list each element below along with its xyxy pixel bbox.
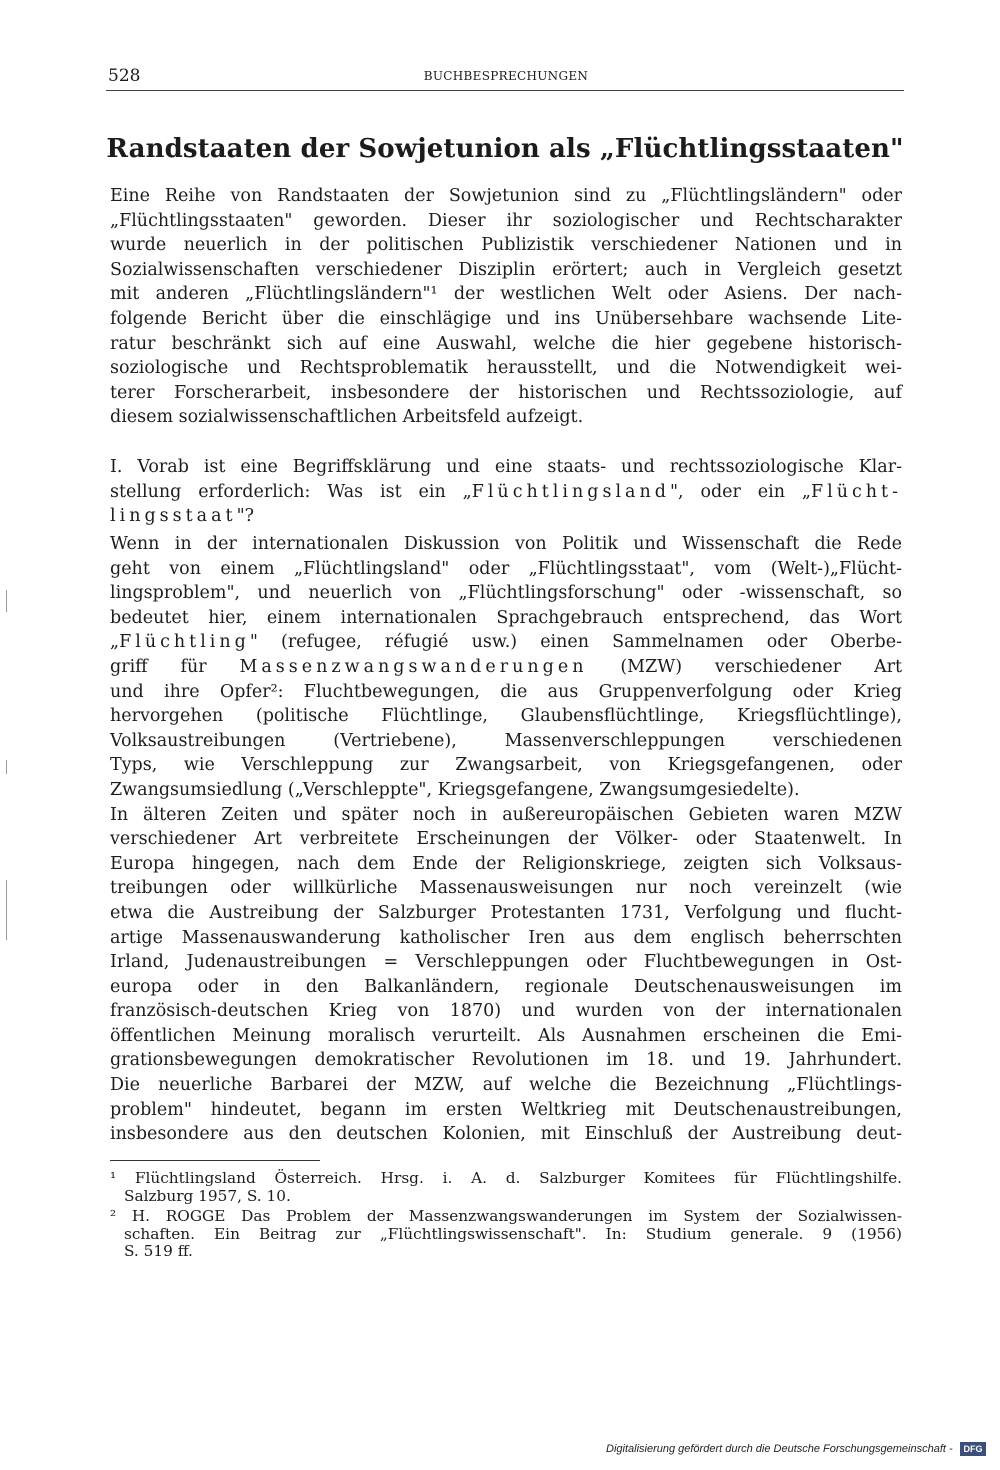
text-line: Typs, wie Verschleppung zur Zwangsarbeit, von Kriegsgefangenen, oder [110, 755, 902, 776]
text-line: artige Massenauswanderung katholischer Iren aus dem englisch beherrschten [110, 927, 902, 948]
intro-paragraph [110, 184, 902, 430]
text-line: Wenn in der internationalen Diskussion von Politik und Wissenschaft die Rede [110, 534, 902, 554]
text-fragment: ", oder ein „ [669, 481, 811, 502]
digitization-credit: Digitalisierung gefördert durch die Deutsche Forschungsgemeinschaft - [606, 1443, 953, 1455]
text-line: problem" hindeutet, begann im ersten Weltkrieg mit Deutschenaustreibungen, [110, 1099, 902, 1120]
text-line: und ihre Opfer²: Fluchtbewegungen, die aus Gruppenverfolgung oder Krieg [110, 681, 902, 702]
text-fragment: (MZW) verschiedener Art [587, 656, 902, 677]
text-line: lingsproblem", und neuerlich von „Flüchtlingsforschung" oder -wissenschaft, so [110, 583, 902, 604]
footnote-line: S. 519 ff. [124, 1242, 193, 1260]
text-line [110, 480, 902, 505]
text-fragment: " (refugee, réfugié usw.) einen Sammelnamen oder Oberbe- [249, 632, 902, 653]
text-line: In älteren Zeiten und später noch in außereuropäischen Gebieten waren MZW [110, 804, 902, 825]
text-line: wurde neuerlich in der politischen Publizistik verschiedener Nationen und in [110, 235, 902, 256]
text-line: treibungen oder willkürliche Massenausweisungen nur noch vereinzelt (wie [110, 878, 902, 899]
footnote-line: ² H. ROGGE Das Problem der Massenzwangswanderungen im System der Sozialwissen- [110, 1207, 902, 1225]
text-line: insbesondere aus den deutschen Kolonien, mit Einschluß der Austreibung deut- [110, 1124, 902, 1145]
text-line: Eine Reihe von Randstaaten der Sowjetunion sind zu „Flüchtlingsländern" oder [110, 186, 902, 206]
scan-margin-mark [6, 760, 7, 774]
text-line: I. Vorab ist eine Begriffsklärung und eine staats- und rechtssoziologische Klar- [110, 457, 902, 477]
text-line: bedeutet hier, einem internationalen Sprachgebrauch entsprechend, das Wort [110, 607, 902, 628]
text-line: mit anderen „Flüchtlingsländern"¹ der westlichen Welt oder Asiens. Der nach- [110, 284, 902, 305]
spaced-term: lingsstaat [110, 506, 237, 527]
question-paragraph [110, 455, 902, 529]
text-line: Europa hingegen, nach dem Ende der Religionskriege, zeigten sich Volksaus- [110, 853, 902, 874]
text-line: „Flüchtlingsstaaten" geworden. Dieser ihr soziologischer und Rechtscharakter [110, 210, 902, 231]
text-line: verschiedener Art verbreitete Erscheinungen der Völker- oder Staatenwelt. In [110, 829, 902, 850]
section-label: BUCHBESPRECHUNGEN [423, 69, 589, 83]
page-number: 528 [108, 66, 141, 86]
article-title: Randstaaten der Sowjetunion als „Flüchtlingsstaaten" [106, 134, 904, 164]
text-line: grationsbewegungen demokratischer Revolutionen im 18. und 19. Jahrhundert. [110, 1050, 902, 1071]
text-line: ratur beschränkt sich auf eine Auswahl, welche die hier gegebene historisch- [110, 333, 902, 354]
text-line: geht von einem „Flüchtlingsland" oder „Flüchtlingsstaat", vom (Welt-)„Flücht- [110, 558, 902, 579]
scan-margin-mark [6, 880, 7, 940]
running-head [108, 66, 904, 88]
spaced-term: Flüchtling [119, 632, 250, 653]
footnote-line: ¹ Flüchtlingsland Österreich. Hrsg. i. A. d. Salzburger Komitees für Flüchtlingshilfe. [110, 1169, 902, 1187]
text-line: soziologische und Rechtsproblematik herausstellt, und die Notwendigkeit wei- [110, 358, 902, 379]
text-line: europa oder in den Balkanländern, regionale Deutschenausweisungen im [110, 976, 902, 997]
text-fragment: stellung erforderlich: Was ist ein „ [110, 481, 472, 502]
footnote-line: Salzburg 1957, S. 10. [124, 1186, 291, 1205]
text-fragment: „ [110, 632, 120, 653]
text-line: diesem sozialwissenschaftlichen Arbeitsfeld aufzeigt. [110, 407, 584, 428]
text-line [110, 655, 902, 680]
footnote-rule [110, 1160, 320, 1161]
text-line [110, 630, 902, 655]
spaced-term: Massenzwangswanderungen [239, 656, 588, 677]
spaced-term: Flücht- [810, 481, 902, 502]
scan-margin-mark [6, 590, 7, 612]
text-line: Sozialwissenschaften verschiedener Disziplin erörtert; auch in Vergleich gesetzt [110, 259, 902, 280]
spaced-term: Flüchtlingsland [471, 481, 670, 502]
dfg-logo: DFG [960, 1442, 986, 1456]
footnote-line: schaften. Ein Beitrag zur „Flüchtlingswissenschaft". In: Studium generale. 9 (1956) [124, 1224, 902, 1243]
text-line: Volksaustreibungen (Vertriebene), Massenverschleppungen verschiedenen [110, 730, 902, 751]
text-line [110, 504, 902, 529]
body-paragraph [110, 532, 902, 1147]
footnote-2 [110, 1208, 902, 1261]
header-rule [106, 90, 904, 91]
text-line: Irland, Judenaustreibungen = Verschleppungen oder Fluchtbewegungen in Ost- [110, 952, 902, 973]
text-fragment: "? [236, 506, 254, 527]
text-line: öffentlichen Meinung moralisch verurteilt. Als Ausnahmen erscheinen die Emi- [110, 1025, 902, 1046]
text-line: folgende Bericht über die einschlägige und ins Unübersehbare wachsende Lite- [110, 308, 902, 329]
text-line: französisch-deutschen Krieg von 1870) und wurden von der internationalen [110, 1001, 902, 1022]
text-fragment: griff für [110, 656, 240, 677]
text-line: etwa die Austreibung der Salzburger Protestanten 1731, Verfolgung und flucht- [110, 902, 902, 923]
text-line: Zwangsumsiedlung („Verschleppte", Kriegsgefangene, Zwangsumgesiedelte). [110, 779, 800, 800]
text-line: Die neuerliche Barbarei der MZW, auf welche die Bezeichnung „Flüchtlings- [110, 1075, 902, 1096]
text-line: terer Forscherarbeit, insbesondere der historischen und Rechtssoziologie, auf [110, 382, 902, 403]
text-line: hervorgehen (politische Flüchtlinge, Glaubensflüchtlinge, Kriegsflüchtlinge), [110, 706, 902, 727]
footnote-1 [110, 1170, 902, 1205]
